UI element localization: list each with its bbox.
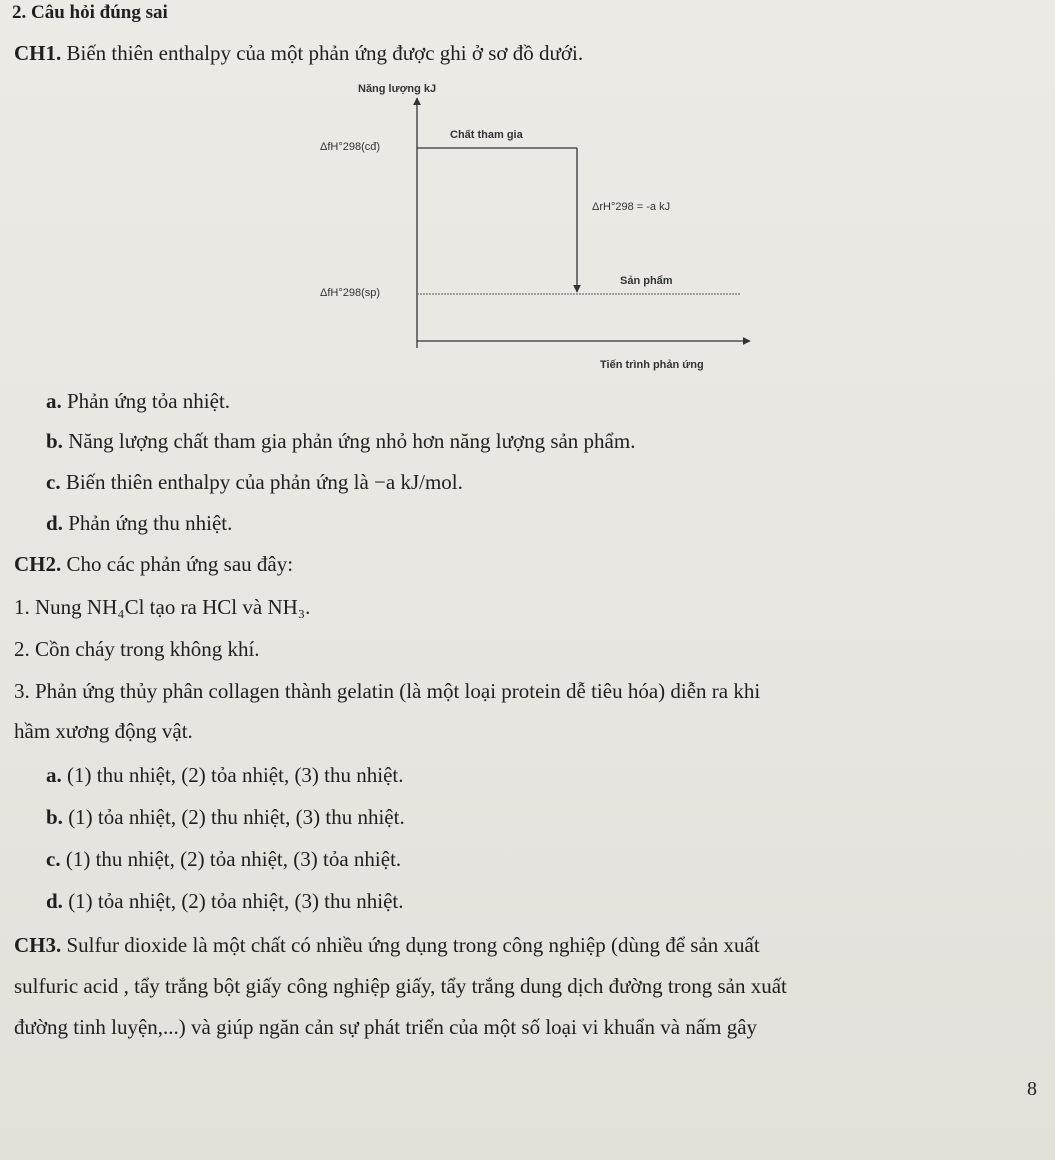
ch3-text: Sulfur dioxide là một chất có nhiều ứng dụng trong công nghiệp (dùng để sản xuất [61, 933, 760, 957]
enthalpy-diagram [300, 78, 770, 378]
option-text: (1) tỏa nhiệt, (2) thu nhiệt, (3) thu nhiệt. [62, 805, 405, 829]
option-letter: d. [46, 889, 63, 913]
ch2-option-a [46, 762, 404, 788]
section-heading: 2. Câu hỏi đúng sai [12, 2, 168, 23]
reactants-label: Chất tham gia [450, 129, 523, 141]
ch2-item-3: 3. Phản ứng thủy phân collagen thành gelatin (là một loại protein dễ tiêu hóa) diễn ra khi [14, 679, 761, 703]
ch2-text: Cho các phản ứng sau đây: [61, 552, 294, 576]
option-text: Phản ứng tỏa nhiệt. [61, 389, 231, 413]
option-text: Biến thiên enthalpy của phản ứng là −a kJ/mol. [60, 470, 463, 494]
option-text: Phản ứng thu nhiệt. [62, 511, 233, 535]
ch2-item-2: 2. Cồn cháy trong không khí. [14, 637, 260, 661]
ch2-item-1: 1. Nung NH₄Cl tạo ra HCl và NH₃. [14, 595, 311, 619]
ch2-option-c [46, 846, 401, 872]
x-axis-label: Tiến trình phản ứng [600, 359, 704, 371]
option-letter: c. [46, 847, 61, 871]
products-label: Sản phẩm [620, 275, 673, 287]
ch2-item-3-cont: hầm xương động vật. [14, 719, 193, 743]
option-letter: a. [46, 763, 62, 787]
option-letter: a. [46, 389, 62, 413]
option-text: Năng lượng chất tham gia phản ứng nhỏ hơn năng lượng sản phẩm. [62, 429, 636, 453]
ch2-prefix: CH2. [14, 552, 62, 576]
page-number: 8 [1027, 1078, 1037, 1100]
ch2-option-b [46, 804, 405, 830]
ch2-option-d [46, 888, 404, 914]
ch1-option-c [46, 469, 463, 495]
reactant-level-label: ΔfH°298(cđ) [320, 141, 381, 153]
delta-h-label: ΔrH°298 = -a kJ [592, 201, 671, 213]
y-axis-label: Năng lượng kJ [358, 83, 437, 95]
option-text: (1) thu nhiệt, (2) tỏa nhiệt, (3) tỏa nhiệt. [60, 847, 402, 871]
option-letter: b. [46, 429, 63, 453]
ch3-prefix: CH3. [14, 933, 62, 957]
ch1-option-a [46, 388, 230, 414]
ch3-line-2: sulfuric acid , tẩy trắng bột giấy công nghiệp giấy, tẩy trắng dung dịch đường trong sản xuất [14, 974, 787, 998]
option-letter: d. [46, 511, 63, 535]
enthalpy-diagram-svg [300, 78, 770, 378]
ch3-line-1 [14, 932, 760, 958]
ch3-line-3: đường tinh luyện,...) và giúp ngăn cản sự phát triển của một số loại vi khuẩn và nấm gây [14, 1015, 758, 1039]
ch1-option-b [46, 428, 635, 454]
ch2-title [14, 551, 293, 577]
product-level-label: ΔfH°298(sp) [320, 287, 381, 299]
ch1-option-d [46, 510, 232, 536]
option-letter: c. [46, 470, 61, 494]
option-text: (1) tỏa nhiệt, (2) tỏa nhiệt, (3) thu nhiệt. [62, 889, 404, 913]
ch1-text: Biến thiên enthalpy của một phản ứng được ghi ở sơ đồ dưới. [61, 41, 584, 65]
ch1-title [14, 40, 583, 66]
ch1-prefix: CH1. [14, 41, 62, 65]
option-letter: b. [46, 805, 63, 829]
option-text: (1) thu nhiệt, (2) tỏa nhiệt, (3) thu nhiệt. [61, 763, 404, 787]
